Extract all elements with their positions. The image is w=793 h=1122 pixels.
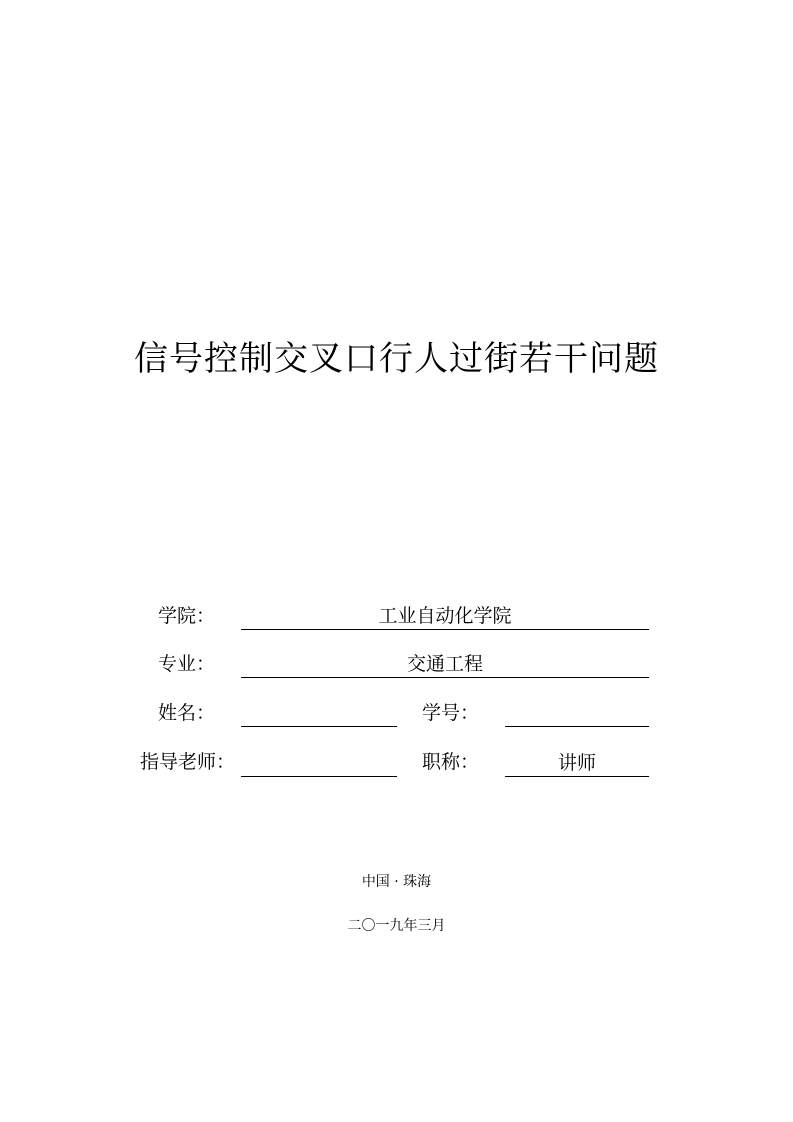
- name-label: 姓名：: [158, 702, 216, 724]
- college-label: 学院：: [158, 605, 216, 627]
- student-id-field: [505, 700, 649, 727]
- major-label: 专业：: [158, 653, 216, 675]
- name-field: [241, 700, 397, 727]
- location-text: 中国 · 珠海: [361, 874, 432, 890]
- thesis-title: 信号控制交叉口行人过街若干问题: [134, 339, 659, 379]
- college-field: 工业自动化学院: [241, 603, 649, 630]
- student-id-label: 学号：: [422, 702, 480, 724]
- advisor-field: [241, 750, 397, 777]
- date-text: 二〇一九年三月: [347, 918, 446, 934]
- title-rank-field: 讲师: [505, 750, 649, 777]
- major-field: 交通工程: [241, 651, 649, 678]
- title-rank-label: 职称：: [422, 751, 480, 773]
- advisor-label: 指导老师：: [140, 751, 236, 773]
